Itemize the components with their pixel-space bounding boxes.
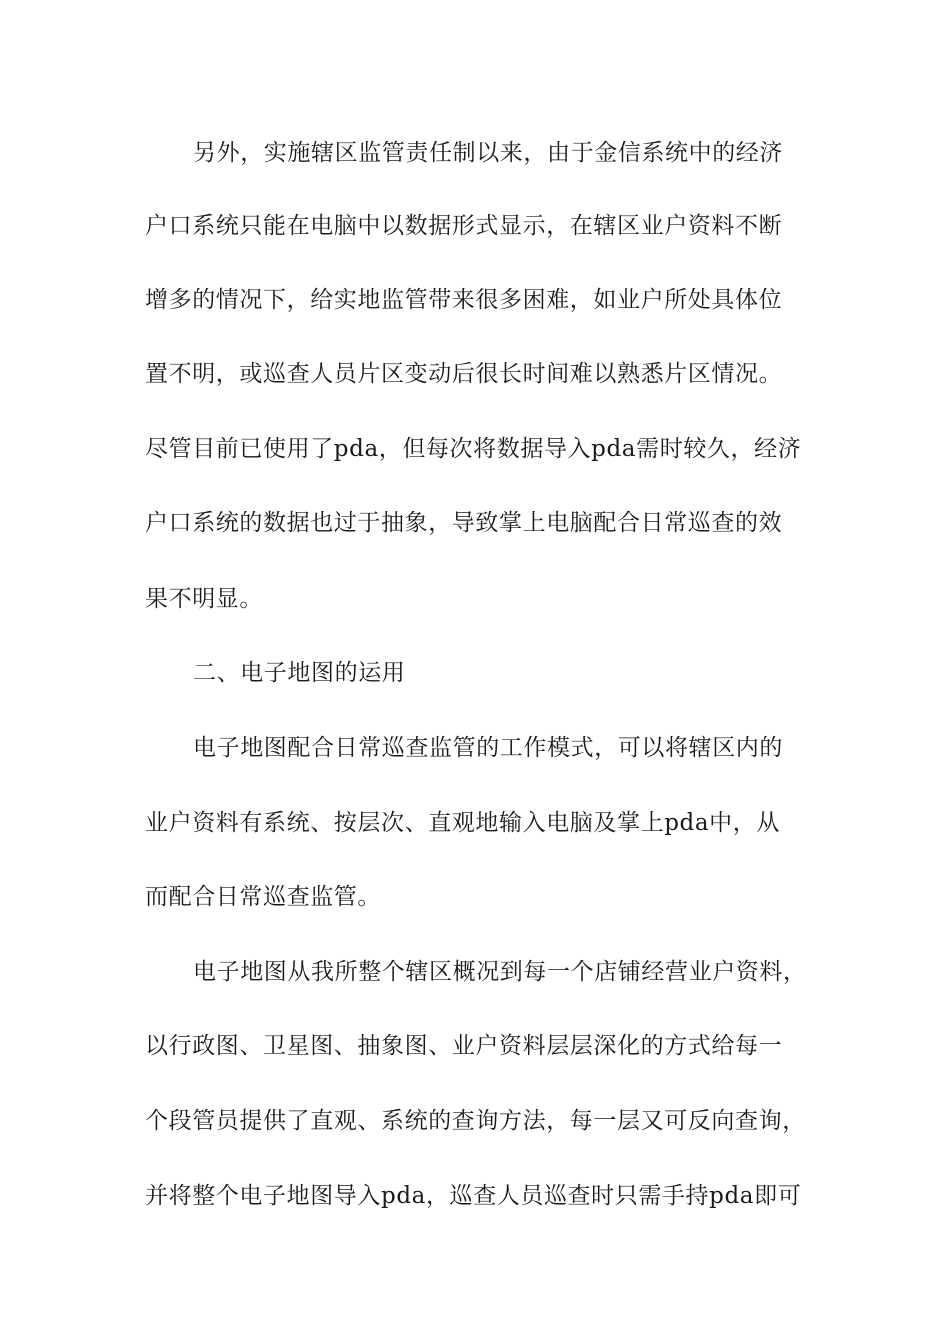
paragraph-1-line-2: 户口系统只能在电脑中以数据形式显示，在辖区业户资料不断 bbox=[145, 213, 783, 239]
paragraph-1-line-6: 户口系统的数据也过于抽象，导致掌上电脑配合日常巡查的效 bbox=[145, 510, 783, 536]
paragraph-2-line-2: 业户资料有系统、按层次、直观地输入电脑及掌上pda中，从 bbox=[145, 810, 780, 836]
section-heading: 二、电子地图的运用 bbox=[193, 660, 406, 686]
paragraph-2-line-3: 而配合日常巡查监管。 bbox=[145, 884, 381, 910]
paragraph-1-line-3: 增多的情况下，给实地监管带来很多困难，如业户所处具体位 bbox=[145, 287, 783, 313]
paragraph-3-line-4: 并将整个电子地图导入pda，巡查人员巡查时只需手持pda即可 bbox=[145, 1183, 802, 1209]
paragraph-3-line-2: 以行政图、卫星图、抽象图、业户资料层层深化的方式给每一 bbox=[145, 1033, 783, 1059]
paragraph-1-line-4: 置不明，或巡查人员片区变动后很长时间难以熟悉片区情况。 bbox=[145, 361, 783, 387]
paragraph-1-line-5: 尽管目前已使用了pda，但每次将数据导入pda需时较久，经济 bbox=[145, 436, 802, 462]
paragraph-3-line-3: 个段管员提供了直观、系统的查询方法，每一层又可反向查询， bbox=[145, 1108, 806, 1134]
paragraph-1-line-7: 果不明显。 bbox=[145, 586, 263, 612]
paragraph-2-line-1: 电子地图配合日常巡查监管的工作模式，可以将辖区内的 bbox=[193, 735, 783, 761]
paragraph-1-line-1: 另外，实施辖区监管责任制以来，由于金信系统中的经济 bbox=[193, 140, 783, 166]
paragraph-3-line-1: 电子地图从我所整个辖区概况到每一个店铺经营业户资料， bbox=[193, 959, 807, 985]
